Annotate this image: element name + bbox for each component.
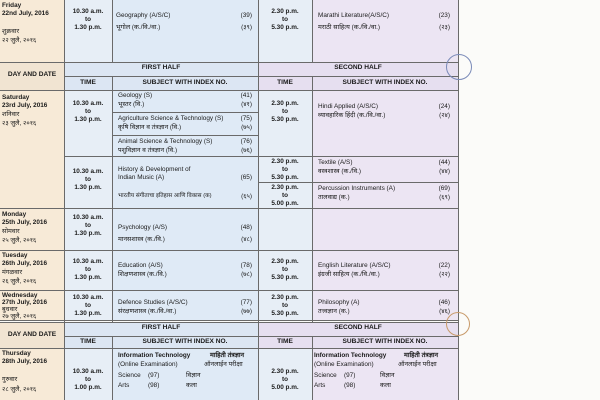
index-psychology-mr: (४८) <box>241 236 252 243</box>
time-sat-b3: 1.30 p.m. <box>74 184 102 191</box>
index-animal-science: (76) <box>240 138 252 145</box>
first-half-cell-tuesday <box>112 250 258 290</box>
time-sat-3: 1.30 p.m. <box>74 116 102 123</box>
it-science-index: (97) <box>148 372 160 379</box>
header-time-first-2: TIME <box>80 338 96 345</box>
subject-marathi: Marathi Literature(A/S/C) <box>318 12 390 19</box>
time-sat-s3: 5.30 p.m. <box>271 116 299 123</box>
grid-line <box>112 76 113 322</box>
index-philosophy: (46) <box>438 299 450 306</box>
header-subject-first-2: SUBJECT WITH INDEX NO. <box>142 338 228 345</box>
index-textile: (44) <box>438 159 450 166</box>
grid-line <box>112 336 113 400</box>
date-thursday-mr: २८ जुलै, २०१६ <box>2 386 37 393</box>
index-defence-mr: (७७) <box>241 308 252 315</box>
subject-agriculture-mr: कृषि विज्ञान व तंत्रज्ञान (वि.) <box>118 124 182 131</box>
grid-line <box>0 348 458 349</box>
date-saturday-mr: २३ जुलै, २०१६ <box>2 120 37 127</box>
subject-percussion-mr: तालवाद्य (क.) <box>318 194 350 201</box>
index-history-music: (65) <box>240 174 252 181</box>
subject-education: Education (A/S) <box>118 262 163 269</box>
grid-line <box>0 322 458 323</box>
grid-line <box>258 0 259 400</box>
it-arts-index: (98) <box>148 382 160 389</box>
index-psychology: (48) <box>240 224 252 231</box>
header-second-half-2: SECOND HALF <box>334 324 382 331</box>
index-education: (78) <box>240 262 252 269</box>
subject-animal-science: Animal Science & Technology (S) <box>118 138 213 145</box>
date-friday: 22nd July, 2016 <box>2 10 49 17</box>
index-english-lit-mr: (२२) <box>439 271 450 278</box>
time-friday-1: 10.30 a.m. <box>72 8 104 15</box>
time-friday-s2: to <box>281 16 289 23</box>
second-half-cell-monday <box>312 208 458 250</box>
subject-english-lit: English Literature (A/S/C) <box>318 262 391 269</box>
subject-textile: Textile (A/S) <box>318 159 353 166</box>
date-monday: 25th July, 2016 <box>2 219 47 226</box>
time-thu-s3: 5.00 p.m. <box>271 384 299 391</box>
index-geology: (41) <box>240 92 252 99</box>
time-tue-s2: to <box>281 266 289 273</box>
time-sat-s1: 2.30 p.m. <box>271 100 299 107</box>
day-thursday: Thursday <box>2 350 31 357</box>
time-textile-3: 5.30 p.m. <box>271 174 299 181</box>
time-mon-3: 1.30 p.m. <box>74 230 102 237</box>
header-time-second-2: TIME <box>277 338 293 345</box>
subject-education-mr: शिक्षणशास्त्र (क./वि.) <box>118 271 167 278</box>
day-friday: Friday <box>2 2 22 9</box>
second-half-cell-tuesday <box>312 250 458 290</box>
subject-philosophy-mr: तत्त्वज्ञान (क.) <box>318 308 350 315</box>
header-subject-first: SUBJECT WITH INDEX NO. <box>142 79 228 86</box>
time-thu-1: 10.30 a.m. <box>72 368 104 375</box>
subject-textile-mr: वस्त्रशास्त्र (क./वि.) <box>318 168 362 175</box>
time-tue-s1: 2.30 p.m. <box>271 258 299 265</box>
time-wed-3: 1.30 p.m. <box>74 310 102 317</box>
time-wed-s3: 5.30 p.m. <box>271 310 299 317</box>
divider <box>258 182 458 183</box>
index-hindi-mr: (२४) <box>439 112 450 119</box>
time-wed-s1: 2.30 p.m. <box>271 294 299 301</box>
time-sat-b2: to <box>84 176 92 183</box>
subject-geology-mr: भूस्तर (वि.) <box>118 101 145 108</box>
index-english-lit: (22) <box>438 262 450 269</box>
date-saturday: 23rd July, 2016 <box>2 102 48 109</box>
it-science: Science <box>118 372 141 379</box>
subject-geography-mr: भूगोल (क./वि./वा.) <box>116 24 161 31</box>
grid-line <box>312 76 313 322</box>
date-wednesday-mr: २७ जुलै, २०१६ <box>2 313 37 320</box>
it-arts-mr: कला <box>186 382 197 389</box>
time-tue-3: 1.30 p.m. <box>74 274 102 281</box>
subject-marathi-mr: मराठी साहित्य (क./वि./वा.) <box>318 24 381 31</box>
index-agriculture: (75) <box>240 115 252 122</box>
date-tuesday: 26th July, 2016 <box>2 260 47 267</box>
time-thu-s1: 2.30 p.m. <box>271 368 299 375</box>
header-time-first: TIME <box>80 79 96 86</box>
it2-arts-index: (98) <box>344 382 356 389</box>
header-day-and-date: DAY AND DATE <box>7 71 57 78</box>
grid-line <box>64 76 458 77</box>
subject-it-mr: माहिती तंत्रज्ञान <box>210 352 245 359</box>
grid-line <box>64 336 458 337</box>
grid-line <box>64 0 65 400</box>
index-agriculture-mr: (७५) <box>241 124 252 131</box>
day-tuesday: Tuesday <box>2 252 28 259</box>
time-perc-3: 5.00 p.m. <box>271 200 299 207</box>
index-animal-science-mr: (७६) <box>241 147 252 154</box>
time-textile-2: to <box>281 166 289 173</box>
stamp-mark <box>446 312 470 336</box>
it2-arts-mr: कला <box>380 382 391 389</box>
subject-percussion: Percussion Instruments (A) <box>318 185 396 192</box>
it-arts: Arts <box>118 382 130 389</box>
grid-line <box>0 90 458 91</box>
day-wednesday-mr: बुधवार <box>2 306 18 313</box>
subject-hindi: Hindi Applied (A/S/C) <box>318 103 379 110</box>
day-wednesday: Wednesday <box>2 292 38 299</box>
index-defence: (77) <box>240 299 252 306</box>
index-education-mr: (७८) <box>241 271 252 278</box>
day-friday-mr: शुक्रवार <box>2 28 20 35</box>
it2-science: Science <box>314 372 337 379</box>
time-sat-b1: 10.30 a.m. <box>72 168 104 175</box>
index-geography-mr: (३९) <box>241 24 252 31</box>
subject-it: Information Technology <box>118 352 191 359</box>
index-history-music-mr: (६५) <box>241 193 252 200</box>
stamp-mark <box>446 54 472 80</box>
grid-line <box>312 336 313 400</box>
it2-science-mr: विज्ञान <box>380 372 395 379</box>
index-textile-mr: (४४) <box>439 168 450 175</box>
time-sat-s2: to <box>281 108 289 115</box>
time-perc-2: to <box>281 192 289 199</box>
subject-defence-mr: संरक्षणशास्त्र (क./वि./वा.) <box>118 308 177 315</box>
day-saturday-mr: शनिवार <box>2 111 20 118</box>
index-marathi-mr: (२३) <box>439 24 450 31</box>
grid-line <box>0 208 458 209</box>
subject-psychology-mr: मानसशास्त्र (क./वि.) <box>118 236 165 243</box>
index-percussion: (69) <box>438 185 450 192</box>
index-philosophy-mr: (४६) <box>439 308 450 315</box>
time-wed-1: 10.30 a.m. <box>72 294 104 301</box>
date-wednesday: 27th July, 2016 <box>2 299 47 306</box>
subject-agriculture: Agriculture Science & Technology (S) <box>118 115 224 122</box>
index-geography: (39) <box>240 12 252 19</box>
time-friday-3: 1.30 p.m. <box>74 24 102 31</box>
subject-online-mr-2: ऑनलाईन परीक्षा <box>398 361 437 368</box>
it2-science-index: (97) <box>344 372 356 379</box>
day-monday: Monday <box>2 211 27 218</box>
index-percussion-mr: (६९) <box>439 194 450 201</box>
date-monday-mr: २५ जुलै, २०१६ <box>2 237 37 244</box>
grid-line <box>112 0 113 62</box>
date-friday-mr: २२ जुलै, २०१६ <box>2 37 37 44</box>
time-cell-monday-second <box>258 208 312 250</box>
subject-geology: Geology (S) <box>118 92 153 99</box>
day-monday-mr: सोमवार <box>2 228 20 235</box>
index-hindi: (24) <box>438 103 450 110</box>
subject-online-mr: ऑनलाईन परीक्षा <box>204 361 243 368</box>
divider <box>112 135 258 136</box>
subject-history-music: History & Development of <box>118 166 191 173</box>
header-subject-second: SUBJECT WITH INDEX NO. <box>342 79 428 86</box>
time-friday-s1: 2.30 p.m. <box>271 8 299 15</box>
time-friday-2: to <box>84 16 92 23</box>
date-tuesday-mr: २६ जुलै, २०१६ <box>2 278 37 285</box>
header-second-half: SECOND HALF <box>334 64 382 71</box>
subject-geography: Geography (A/S/C) <box>116 12 171 19</box>
time-sat-2: to <box>84 108 92 115</box>
header-first-half: FIRST HALF <box>141 64 181 71</box>
subject-it-2: Information Technology <box>314 352 387 359</box>
index-geology-mr: (४१) <box>241 101 252 108</box>
time-wed-2: to <box>84 302 92 309</box>
header-day-and-date-2: DAY AND DATE <box>7 331 57 338</box>
day-tuesday-mr: मंगळवार <box>2 269 23 276</box>
day-saturday: Saturday <box>2 94 30 101</box>
index-marathi: (23) <box>438 12 450 19</box>
time-sat-1: 10.30 a.m. <box>72 100 104 107</box>
date-thursday: 28th July, 2016 <box>2 358 47 365</box>
grid-line <box>0 290 458 291</box>
time-tue-s3: 5.30 p.m. <box>271 274 299 281</box>
time-mon-2: to <box>84 222 92 229</box>
time-perc-1: 2.30 p.m. <box>271 184 299 191</box>
subject-online: (Online Examination) <box>118 361 178 368</box>
subject-animal-science-mr: पशुविज्ञान व तंत्रज्ञान (वि.) <box>118 147 178 154</box>
subject-online-2: (Online Examination) <box>314 361 374 368</box>
day-thursday-mr: गुरुवार <box>2 376 18 383</box>
header-subject-second-2: SUBJECT WITH INDEX NO. <box>342 338 428 345</box>
time-tue-1: 10.30 a.m. <box>72 258 104 265</box>
subject-hindi-mr: व्यावहारिक हिंदी (क./वि./वा.) <box>318 112 386 119</box>
subject-history-music-2: Indian Music (A) <box>118 174 165 181</box>
divider <box>112 112 258 113</box>
time-mon-1: 10.30 a.m. <box>72 214 104 221</box>
time-friday-s3: 5.30 p.m. <box>271 24 299 31</box>
time-tue-2: to <box>84 266 92 273</box>
subject-philosophy: Philosophy (A) <box>318 299 360 306</box>
header-time-second: TIME <box>277 79 293 86</box>
grid-line <box>0 250 458 251</box>
time-thu-3: 1.00 p.m. <box>74 384 102 391</box>
time-textile-1: 2.30 p.m. <box>271 158 299 165</box>
time-thu-2: to <box>84 376 92 383</box>
subject-it-mr-2: माहिती तंत्रज्ञान <box>404 352 439 359</box>
grid-line <box>0 320 458 321</box>
time-thu-s2: to <box>281 376 289 383</box>
divider <box>64 156 458 157</box>
subject-english-lit-mr: इंग्रजी साहित्य (क./वि./वा.) <box>318 271 380 278</box>
time-wed-s2: to <box>281 302 289 309</box>
it2-arts: Arts <box>314 382 326 389</box>
subject-history-music-mr: भारतीय संगीताचा इतिहास आणि विकास (क) <box>118 193 212 199</box>
grid-line <box>0 62 458 63</box>
header-first-half-2: FIRST HALF <box>141 324 181 331</box>
it-science-mr: विज्ञान <box>186 372 201 379</box>
subject-defence: Defence Studies (A/S/C) <box>118 299 188 306</box>
subject-psychology: Psychology (A/S) <box>118 224 168 231</box>
grid-line <box>312 0 313 62</box>
